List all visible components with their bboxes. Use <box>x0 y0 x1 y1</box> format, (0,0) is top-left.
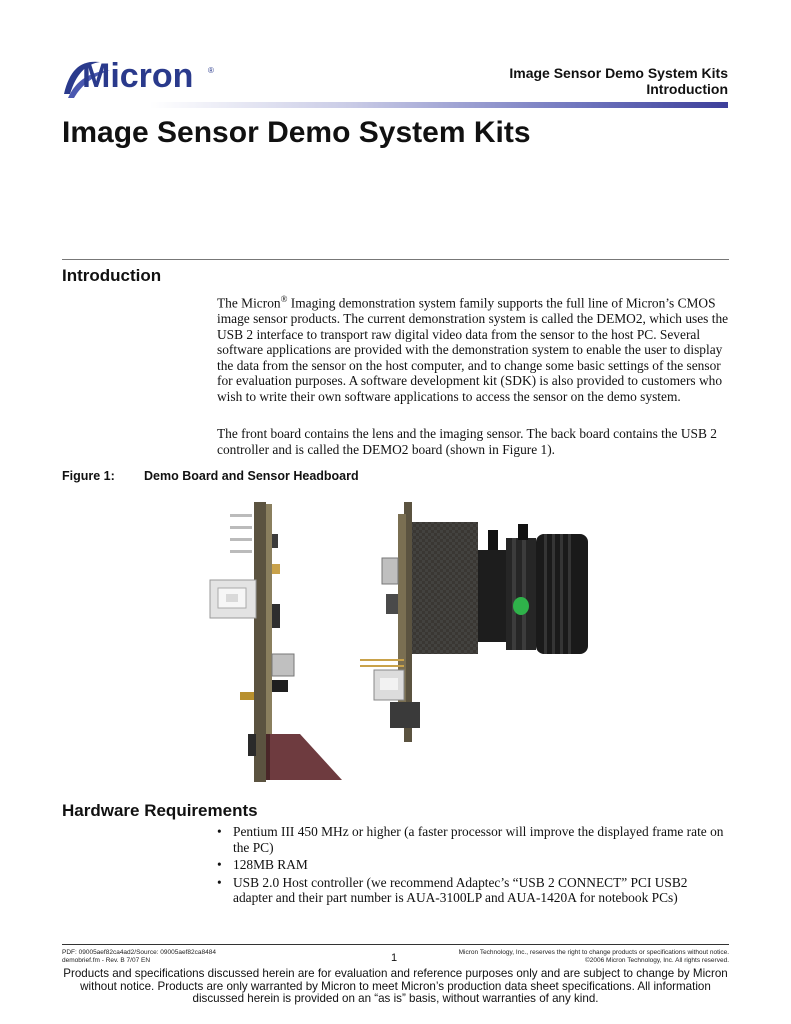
figure-caption <box>62 469 359 483</box>
hardware-requirements-heading: Hardware Requirements <box>62 801 258 820</box>
page-number: 1 <box>391 952 398 964</box>
sensor-headboard <box>360 502 588 742</box>
footer-reserve-rights: Micron Technology, Inc., reserves the right to change products or specifications without notice. <box>458 949 729 956</box>
figure-caption-text: Demo Board and Sensor Headboard <box>144 469 359 483</box>
footer-disclaimer: Products and specifications discussed herein are for evaluation and reference purposes only and are subject to change by Micron without notice. Products are only warranted by Micron to meet Micron’s production data sheet specifications. All information discussed herein is provided on an “as is” basis, without warranties of any kind. <box>63 967 728 1006</box>
hardware-requirements-list <box>217 824 729 908</box>
running-section: Introduction <box>646 81 728 97</box>
footer-copyright: ©2006 Micron Technology, Inc. All rights reserved. <box>584 957 729 964</box>
running-header <box>509 65 728 97</box>
list-item: • Pentium III 450 MHz or higher (a faster processor will improve the displayed frame rate on the PC) <box>217 824 729 855</box>
footer-divider <box>62 944 729 945</box>
micron-logo <box>60 54 220 100</box>
running-title: Image Sensor Demo System Kits <box>509 65 728 81</box>
page-title: Image Sensor Demo System Kits <box>62 116 531 149</box>
footer-pdf-source: PDF: 09005aef82ca4ad2/Source: 09005aef82ca8484 <box>62 949 216 956</box>
section-divider <box>62 259 729 260</box>
para1-lead: The Micron <box>217 295 281 311</box>
figure-number: Figure 1: <box>62 469 115 483</box>
list-item: • USB 2.0 Host controller (we recommend Adaptec’s “USB 2 CONNECT” PCI USB2 adapter and their part number is AUA-3100LP and AUA-1420A for notebook PCs) <box>217 875 729 906</box>
introduction-paragraph-2: The front board contains the lens and the imaging sensor. The back board contains the USB 2 controller and is called the DEMO2 board (shown in Figure 1). <box>217 426 717 457</box>
logo-registered-mark: ® <box>208 66 214 75</box>
demo-board-photo <box>200 494 600 794</box>
logo-wordmark: Micron <box>82 57 194 95</box>
introduction-heading: Introduction <box>62 266 162 285</box>
footer-legal <box>459 949 729 965</box>
demo-board-illustration <box>200 494 600 794</box>
footer-revision: demobrief.fm - Rev. B 7/07 EN <box>62 957 151 964</box>
registered-mark: ® <box>280 294 288 304</box>
header-gradient-rule <box>150 102 728 108</box>
para1-body: Imaging demonstration system family supports the full line of Micron’s CMOS image sensor products. The current demonstration system is called the DEMO2, which uses the USB 2 interface to transport raw digital video data from the sensor to the host PC. Several software applications are provided with the demonstration system to enable the user to display the data from the sensor on the host computer, and to change some basic settings of the sensor for evaluation purposes. A software development kit (SDK) is also provided to customers who wish to write their own software applications to access the sensor on the demo system. <box>217 295 729 405</box>
footer-source-info <box>62 949 216 965</box>
demo2-board <box>210 502 342 782</box>
list-item: • 128MB RAM <box>217 857 729 873</box>
introduction-paragraph-1 <box>217 292 729 405</box>
